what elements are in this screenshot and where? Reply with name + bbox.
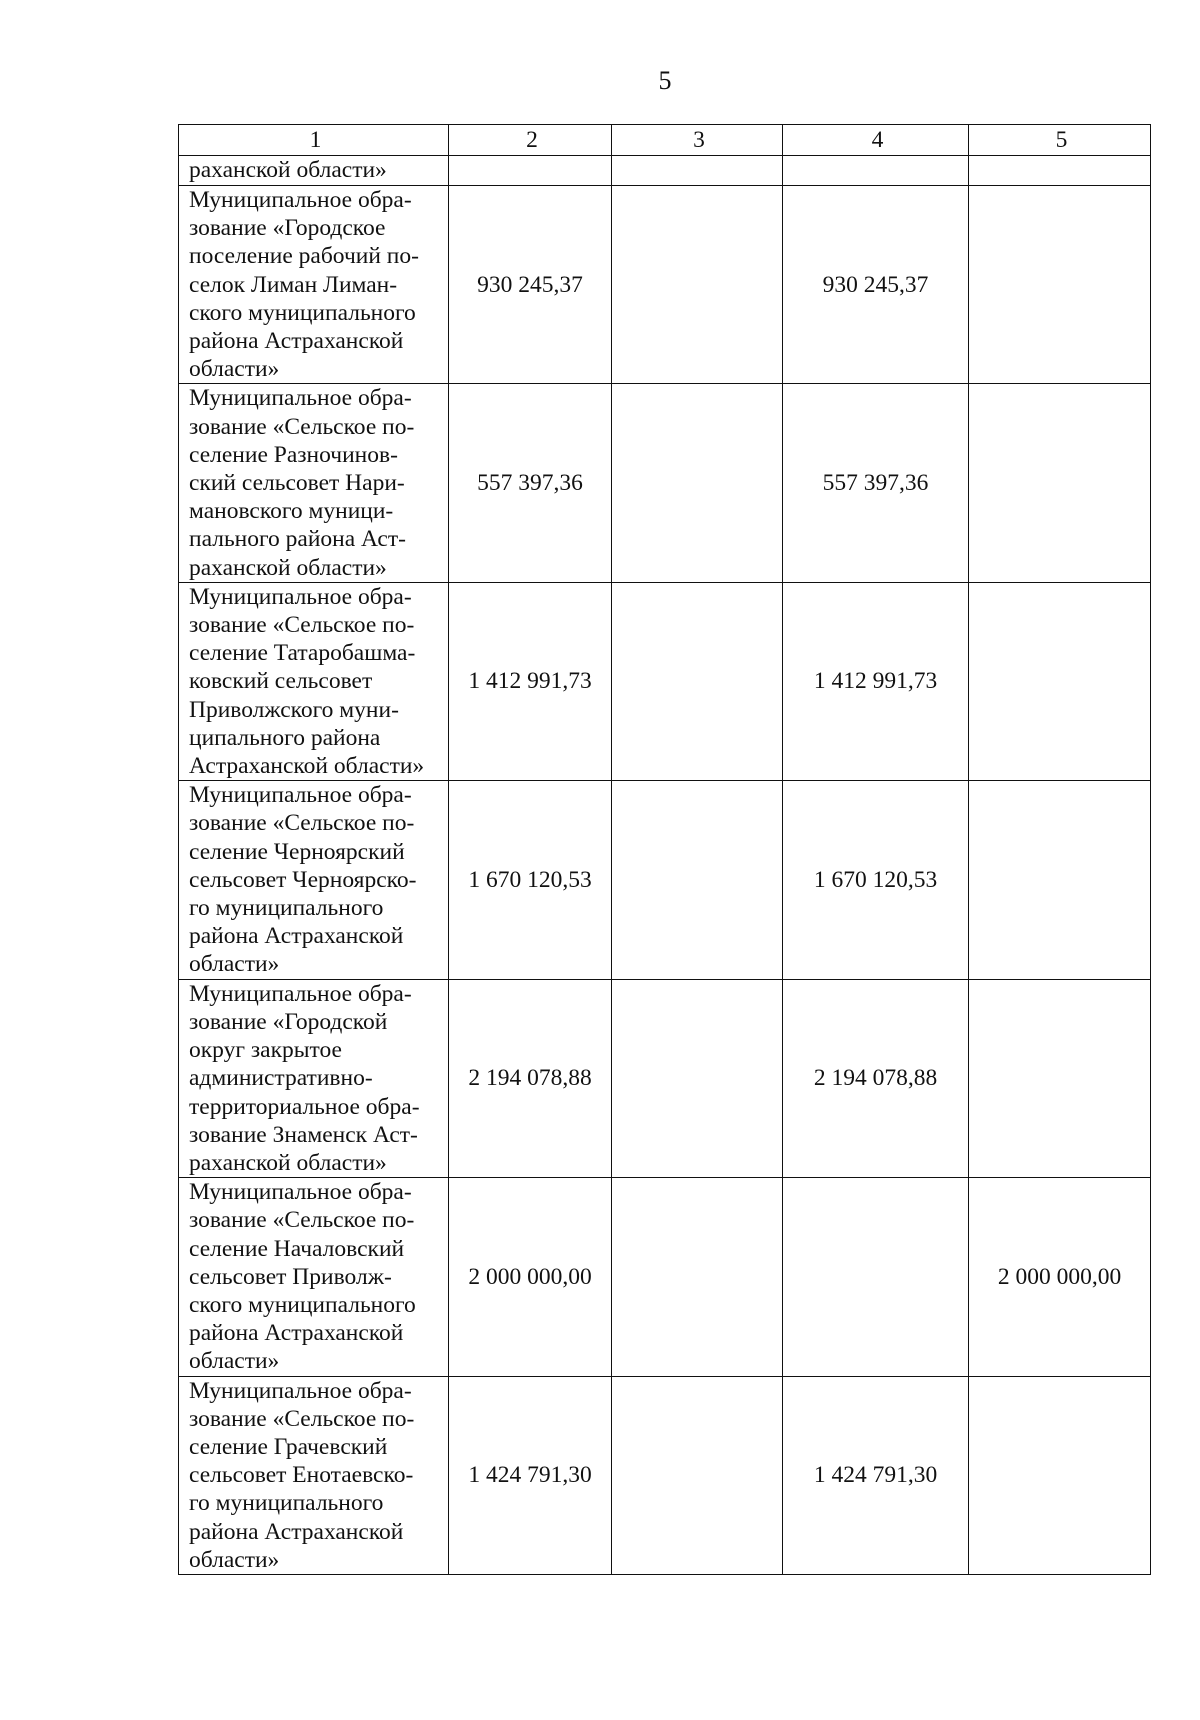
municipality-name: Муниципальное обра- зование «Сельское по- селение Разночинов- ский сельсовет Нари- мановского муници- пального района Аст- раханской области»: [179, 384, 449, 582]
municipality-name: Муниципальное обра- зование «Сельское по- селение Началовский сельсовет Приволж- ского муниципального района Астраханской области»: [179, 1178, 449, 1376]
column-header-3: 3: [612, 125, 783, 156]
amount-col4: 1 412 991,73: [783, 582, 969, 780]
amount-col2: 930 245,37: [449, 186, 612, 384]
amount-col3: [612, 384, 783, 582]
amount-col5: [969, 979, 1151, 1177]
amount-col5: [969, 186, 1151, 384]
amount-col5: 2 000 000,00: [969, 1178, 1151, 1376]
table-row: [179, 582, 1151, 780]
amount-col5: [969, 582, 1151, 780]
table-header: [179, 125, 1151, 156]
amount-col2: 1 424 791,30: [449, 1376, 612, 1574]
amount-col4: 2 194 078,88: [783, 979, 969, 1177]
column-header-2: 2: [449, 125, 612, 156]
municipality-name: Муниципальное обра- зование «Сельское по- селение Татаробашма- ковский сельсовет Приволжского муни- ципального района Астраханской области»: [179, 582, 449, 780]
empty-cell: [969, 156, 1151, 186]
column-header-5: 5: [969, 125, 1151, 156]
amount-col3: [612, 186, 783, 384]
column-header-1: 1: [179, 125, 449, 156]
table-row: [179, 1376, 1151, 1574]
table-row: [179, 979, 1151, 1177]
amount-col2: 1 412 991,73: [449, 582, 612, 780]
table-row: [179, 384, 1151, 582]
municipality-name: Муниципальное обра- зование «Сельское по- селение Черноярский сельсовет Черноярско- го муниципального района Астраханской области»: [179, 781, 449, 979]
amount-col3: [612, 1178, 783, 1376]
amount-col4: [783, 1178, 969, 1376]
amount-col3: [612, 1376, 783, 1574]
table-row: [179, 781, 1151, 979]
table-body: [179, 156, 1151, 1575]
amount-col2: 2 000 000,00: [449, 1178, 612, 1376]
amount-col3: [612, 582, 783, 780]
amount-col2: 2 194 078,88: [449, 979, 612, 1177]
amount-col5: [969, 1376, 1151, 1574]
column-number-row: [179, 125, 1151, 156]
column-header-4: 4: [783, 125, 969, 156]
amount-col4: 930 245,37: [783, 186, 969, 384]
amount-col4: 1 424 791,30: [783, 1376, 969, 1574]
empty-cell: [612, 156, 783, 186]
empty-cell: [449, 156, 612, 186]
table-row: [179, 186, 1151, 384]
amount-col2: 1 670 120,53: [449, 781, 612, 979]
municipality-name: Муниципальное обра- зование «Сельское по- селение Грачевский сельсовет Енотаевско- го муниципального района Астраханской области»: [179, 1376, 449, 1574]
continuation-row: [179, 156, 1151, 186]
allocation-table: [178, 124, 1151, 1575]
municipality-name: Муниципальное обра- зование «Городской округ закрытое административно- территориальное обра- зование Знаменск Аст- раханской области»: [179, 979, 449, 1177]
amount-col4: 1 670 120,53: [783, 781, 969, 979]
empty-cell: [783, 156, 969, 186]
continuation-cell: раханской области»: [179, 156, 449, 186]
amount-col5: [969, 384, 1151, 582]
amount-col3: [612, 979, 783, 1177]
table-row: [179, 1178, 1151, 1376]
amount-col2: 557 397,36: [449, 384, 612, 582]
amount-col5: [969, 781, 1151, 979]
amount-col4: 557 397,36: [783, 384, 969, 582]
page-number: 5: [658, 66, 672, 95]
municipality-name: Муниципальное обра- зование «Городское поселение рабочий по- селок Лиман Лиман- ского муниципального района Астраханской области»: [179, 186, 449, 384]
amount-col3: [612, 781, 783, 979]
